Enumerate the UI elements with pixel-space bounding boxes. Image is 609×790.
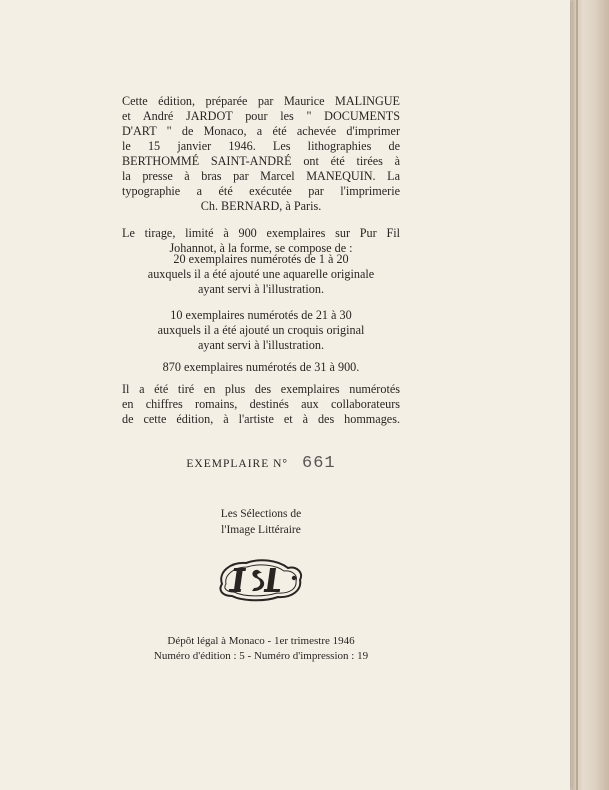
- colophon-paragraph-3: [122, 382, 400, 427]
- p1-line-1: Cette édition, préparée par Maurice MALINGUE: [122, 94, 400, 108]
- tier1-line-1: 20 exemplaires numérotés de 1 à 20: [173, 252, 349, 266]
- p3-line-3: de cette édition, à l'artiste et à des hommages.: [122, 412, 400, 426]
- exemplaire-line: [122, 454, 400, 473]
- publisher-logo-icon: [212, 554, 308, 604]
- legal-footer: [122, 634, 400, 664]
- page-edge-line: [576, 0, 578, 790]
- exemplaire-number: 661: [302, 454, 336, 473]
- p1-line-2: et André JARDOT pour les " DOCUMENTS: [122, 109, 400, 123]
- tier1-line-3: ayant servi à l'illustration.: [197, 282, 325, 296]
- publisher-name: [122, 506, 400, 538]
- footer-line-2: Numéro d'édition : 5 - Numéro d'impression : 19: [153, 650, 369, 662]
- tier2-line-3: ayant servi à l'illustration.: [197, 338, 325, 352]
- colophon-paragraph-1: [122, 94, 400, 214]
- p1-line-6: la presse à bras par Marcel MANEQUIN. La: [122, 169, 400, 183]
- footer-line-1: Dépôt légal à Monaco - 1er trimestre 1946: [167, 635, 355, 647]
- p2-line-1: Le tirage, limité à 900 exemplaires sur Pur Fil: [122, 226, 400, 240]
- tier-2: [122, 308, 400, 353]
- p2-line-2: Johannot, à la forme, se compose de :: [169, 241, 353, 255]
- p1-line-4: le 15 janvier 1946. Les lithographies de: [122, 139, 400, 153]
- p1-line-8: Ch. BERNARD, à Paris.: [200, 199, 322, 213]
- p1-line-3: D'ART " de Monaco, a été achevée d'imprimer: [122, 124, 400, 138]
- publisher-line-1: Les Sélections de: [220, 508, 302, 520]
- tier-3: [122, 360, 400, 375]
- tier-1: [122, 252, 400, 297]
- p3-line-1: Il a été tiré en plus des exemplaires numérotés: [122, 382, 400, 396]
- tier3-line: 870 exemplaires numérotés de 31 à 900.: [162, 360, 360, 374]
- p1-line-5: BERTHOMMÉ SAINT-ANDRÉ ont été tirées à: [122, 154, 400, 168]
- tier2-line-1: 10 exemplaires numérotés de 21 à 30: [170, 308, 352, 322]
- publisher-line-2: l'Image Littéraire: [221, 524, 301, 536]
- p3-line-2: en chiffres romains, destinés aux collaborateurs: [122, 397, 400, 411]
- tier2-line-2: auxquels il a été ajouté un croquis original: [157, 323, 365, 337]
- tier1-line-2: auxquels il a été ajouté une aquarelle originale: [147, 267, 375, 281]
- exemplaire-label: EXEMPLAIRE N°: [186, 458, 288, 470]
- p1-line-7: typographie a été exécutée par l'imprimerie: [122, 184, 400, 198]
